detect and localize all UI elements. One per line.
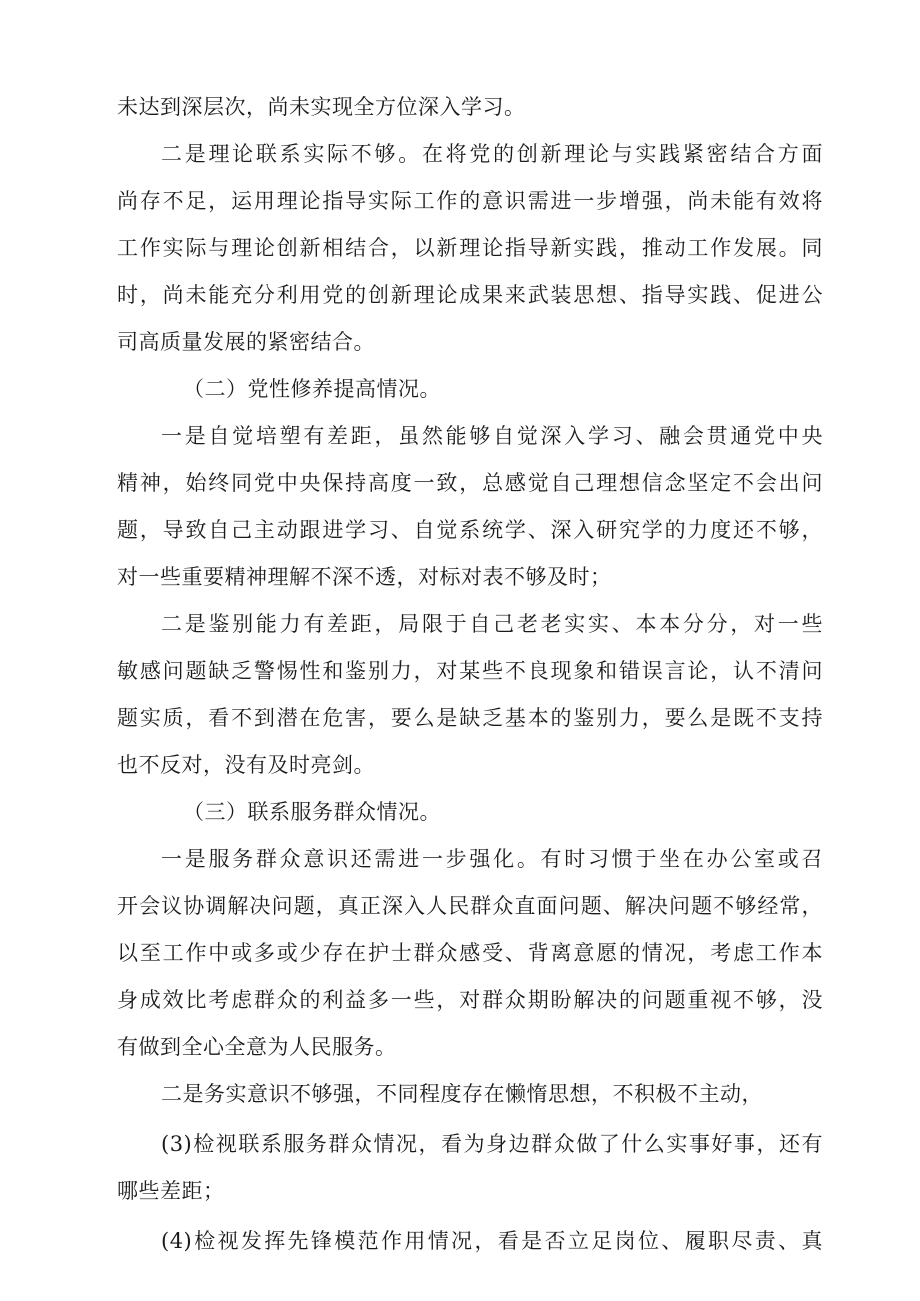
text-line: 哪些差距； (117, 1179, 225, 1203)
text-line: 题，导致自己主动跟进学习、自觉系统学、深入研究学的力度还不够， (117, 518, 823, 542)
text-line: 二是理论联系实际不够。在将党的创新理论与实践紧密结合方面 (161, 142, 823, 166)
text-line: 敏感问题缺乏警惕性和鉴别力，对某些不良现象和错误言论，认不清问 (117, 659, 823, 683)
section-heading: （二）党性修养提高情况。 (183, 377, 441, 401)
text-line: 也不反对，没有及时亮剑。 (117, 753, 375, 777)
text-line: 一是自觉培塑有差距，虽然能够自觉深入学习、融会贯通党中央 (161, 424, 823, 448)
text-line: 身成效比考虑群众的利益多一些，对群众期盼解决的问题重视不够，没 (117, 988, 823, 1012)
text-line: 工作实际与理论创新相结合，以新理论指导新实践，推动工作发展。同 (117, 236, 823, 260)
document-page (117, 94, 823, 1275)
text-line: 未达到深层次，尚未实现全方位深入学习。 (117, 95, 526, 119)
text-line: (3)检视联系服务群众情况，看为身边群众做了什么实事好事，还有 (161, 1132, 823, 1156)
text-line: 二是鉴别能力有差距，局限于自己老老实实、本本分分，对一些 (161, 612, 823, 636)
text-line: 对一些重要精神理解不深不透，对标对表不够及时； (117, 565, 612, 589)
text-line: 一是服务群众意识还需进一步强化。有时习惯于坐在办公室或召 (161, 847, 823, 871)
text-line: 二是务实意识不够强，不同程度存在懒惰思想，不积极不主动， (161, 1082, 763, 1106)
text-line: 司高质量发展的紧密结合。 (117, 330, 375, 354)
text-line: 以至工作中或多或少存在护士群众感受、背离意愿的情况，考虑工作本 (117, 941, 823, 965)
text-line: 尚存不足，运用理论指导实际工作的意识需进一步增强，尚未能有效将 (117, 189, 823, 213)
text-line: (4)检视发挥先锋模范作用情况，看是否立足岗位、履职尽责、真 (161, 1229, 823, 1253)
text-line: 开会议协调解决问题，真正深入人民群众直面问题、解决问题不够经常， (117, 894, 823, 918)
text-line: 精神，始终同党中央保持高度一致，总感觉自己理想信念坚定不会出问 (117, 471, 823, 495)
section-heading: （三）联系服务群众情况。 (183, 800, 441, 824)
text-line: 有做到全心全意为人民服务。 (117, 1035, 397, 1059)
text-line: 时，尚未能充分利用党的创新理论成果来武装思想、指导实践、促进公 (117, 283, 823, 307)
text-line: 题实质，看不到潜在危害，要么是缺乏基本的鉴别力，要么是既不支持 (117, 706, 823, 730)
